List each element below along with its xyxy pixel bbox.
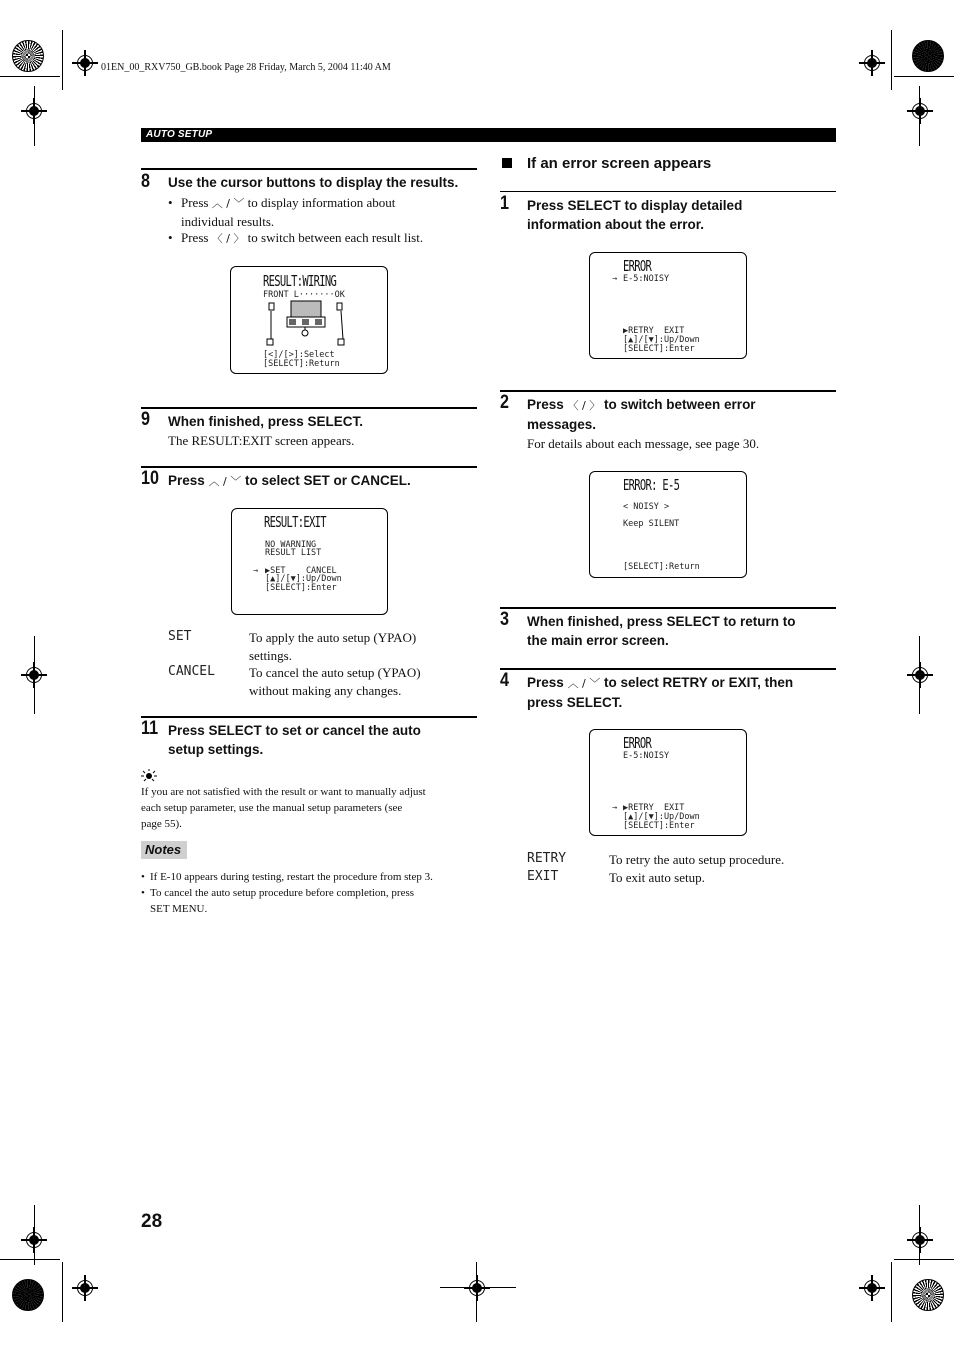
lcd-screen-error-e5: [589, 471, 747, 578]
crosshair-icon: [907, 662, 933, 688]
step-divider: [500, 607, 836, 609]
note-text: SET MENU.: [150, 903, 208, 915]
crosshair-icon: [72, 1275, 98, 1301]
screen-line: [▲]/[▼]:Up/Down: [623, 335, 700, 345]
section-title: If an error screen appears: [527, 155, 712, 172]
cursor-arrow-icon: →: [612, 274, 618, 284]
definition-term: SET: [168, 629, 192, 644]
definition-term: RETRY: [527, 851, 567, 866]
registration-star-icon: [12, 1279, 44, 1311]
step-heading: Press SELECT to display detailed information about the error.: [527, 198, 743, 232]
bullet-item: •: [168, 230, 173, 245]
definition-desc: To exit auto setup.: [609, 870, 705, 885]
step-divider: [500, 191, 836, 192]
section-square-icon: [502, 158, 512, 168]
crosshair-icon: [907, 1227, 933, 1253]
step-number: 10: [141, 468, 159, 489]
step-divider: [141, 407, 477, 409]
step-divider: [500, 390, 836, 392]
book-meta-line: 01EN_00_RXV750_GB.book Page 28 Friday, March 5, 2004 11:40 AM: [101, 62, 391, 73]
screen-line: [SELECT]:Enter: [265, 583, 337, 593]
definition-term: EXIT: [527, 869, 559, 884]
screen-line: FRONT L·······OK: [263, 290, 345, 300]
screen-line: [SELECT]:Return: [623, 562, 700, 572]
screen-title: ERROR: [623, 257, 652, 275]
step-divider: [500, 668, 836, 670]
step-heading: When finished, press SELECT to return to the main error screen.: [527, 614, 796, 648]
screen-line: ▶RETRY EXIT: [623, 326, 685, 336]
crosshair-icon: [72, 50, 98, 76]
step-heading: Use the cursor buttons to display the results.: [168, 175, 459, 190]
screen-line: NO WARNING: [265, 540, 317, 550]
step-divider: [141, 168, 477, 170]
step-number: 4: [500, 670, 509, 691]
note-item: •: [141, 887, 145, 899]
definition-desc: To apply the auto setup (YPAO) settings.: [249, 630, 417, 663]
screen-line: RESULT LIST: [265, 548, 322, 558]
crosshair-icon: [859, 50, 885, 76]
definition-desc: To cancel the auto setup (YPAO) without making any changes.: [249, 665, 421, 698]
step-body: For details about each message, see page 30.: [527, 436, 760, 451]
definition-desc: To retry the auto setup procedure.: [609, 852, 785, 867]
step-heading: When finished, press SELECT.: [168, 414, 364, 429]
bullet-item: •: [168, 195, 173, 210]
lcd-screen-result-exit: [231, 508, 388, 615]
screen-line: [SELECT]:Return: [263, 359, 340, 369]
bullet-text: Press 〈 / 〉 to switch between each result list.: [181, 230, 424, 245]
screen-line: ▶SET CANCEL: [265, 566, 337, 576]
screen-title: ERROR: E-5: [623, 476, 680, 494]
screen-title: RESULT:WIRING: [263, 272, 337, 290]
bullet-text: Press ︿ / ﹀ to display information about individual results.: [181, 195, 396, 229]
tip-bulb-icon: [141, 769, 157, 781]
left-right-icon: 〈 / 〉: [211, 232, 245, 245]
step-number: 8: [141, 171, 150, 192]
crosshair-icon: [464, 1275, 490, 1301]
note-text: To cancel the auto setup procedure before completion, press: [150, 887, 415, 899]
definition-term: CANCEL: [168, 664, 215, 679]
step-heading: Press ︿ / ﹀ to select RETRY or EXIT, then press SELECT.: [527, 675, 794, 710]
step-number: 3: [500, 609, 509, 630]
tip-text: If you are not satisfied with the result or want to manually adjust each setup parameter, use the manual setup parameters (see page 55).: [141, 786, 426, 830]
step-number: 11: [141, 718, 159, 739]
step-number: 2: [500, 392, 509, 413]
up-down-icon: ︿ / ﹀: [211, 197, 245, 210]
step-heading: Press 〈 / 〉 to switch between error messages.: [527, 397, 756, 432]
registration-star-icon: [912, 1279, 944, 1311]
lcd-screen-result-wiring: [230, 266, 388, 374]
screen-line: E-5:NOISY: [623, 751, 670, 761]
crosshair-icon: [859, 1275, 885, 1301]
speaker-diagram: [267, 301, 349, 349]
step-number: 9: [141, 409, 150, 430]
step-divider: [141, 716, 477, 718]
screen-line: [▲]/[▼]:Up/Down: [623, 812, 700, 822]
step-heading: Press SELECT to set or cancel the auto setup settings.: [168, 723, 421, 757]
notes-label: Notes: [145, 842, 182, 857]
left-right-icon: 〈 / 〉: [567, 399, 601, 412]
step-heading: Press ︿ / ﹀ to select SET or CANCEL.: [168, 473, 411, 488]
lcd-screen-error-retry: [589, 729, 747, 836]
screen-line: Keep SILENT: [623, 519, 680, 529]
cursor-arrow-icon: →: [612, 803, 618, 813]
section-header: AUTO SETUP: [146, 129, 213, 140]
screen-line: [SELECT]:Enter: [623, 344, 695, 354]
note-text: If E-10 appears during testing, restart the procedure from step 3.: [150, 871, 433, 883]
screen-line: [▲]/[▼]:Up/Down: [265, 574, 342, 584]
step-number: 1: [500, 193, 509, 214]
screen-line: [SELECT]:Enter: [623, 821, 695, 831]
screen-line: ▶RETRY EXIT: [623, 803, 685, 813]
registration-star-icon: [912, 40, 944, 72]
screen-title: RESULT:EXIT: [264, 513, 326, 531]
lcd-screen-error: [589, 252, 747, 359]
crosshair-icon: [907, 98, 933, 124]
screen-line: < NOISY >: [623, 502, 670, 512]
step-body: The RESULT:EXIT screen appears.: [168, 433, 355, 448]
screen-title: ERROR: [623, 734, 652, 752]
page-number: 28: [141, 1211, 163, 1232]
screen-line: E-5:NOISY: [623, 274, 670, 284]
registration-star-icon: [12, 40, 44, 72]
up-down-icon: ︿ / ﹀: [567, 677, 601, 690]
section-header-bar: [141, 128, 836, 142]
up-down-icon: ︿ / ﹀: [208, 475, 242, 488]
cursor-arrow-icon: →: [253, 566, 259, 576]
screen-line: [<]/[>]:Select: [263, 350, 335, 360]
note-item: •: [141, 871, 145, 883]
step-divider: [141, 466, 477, 468]
